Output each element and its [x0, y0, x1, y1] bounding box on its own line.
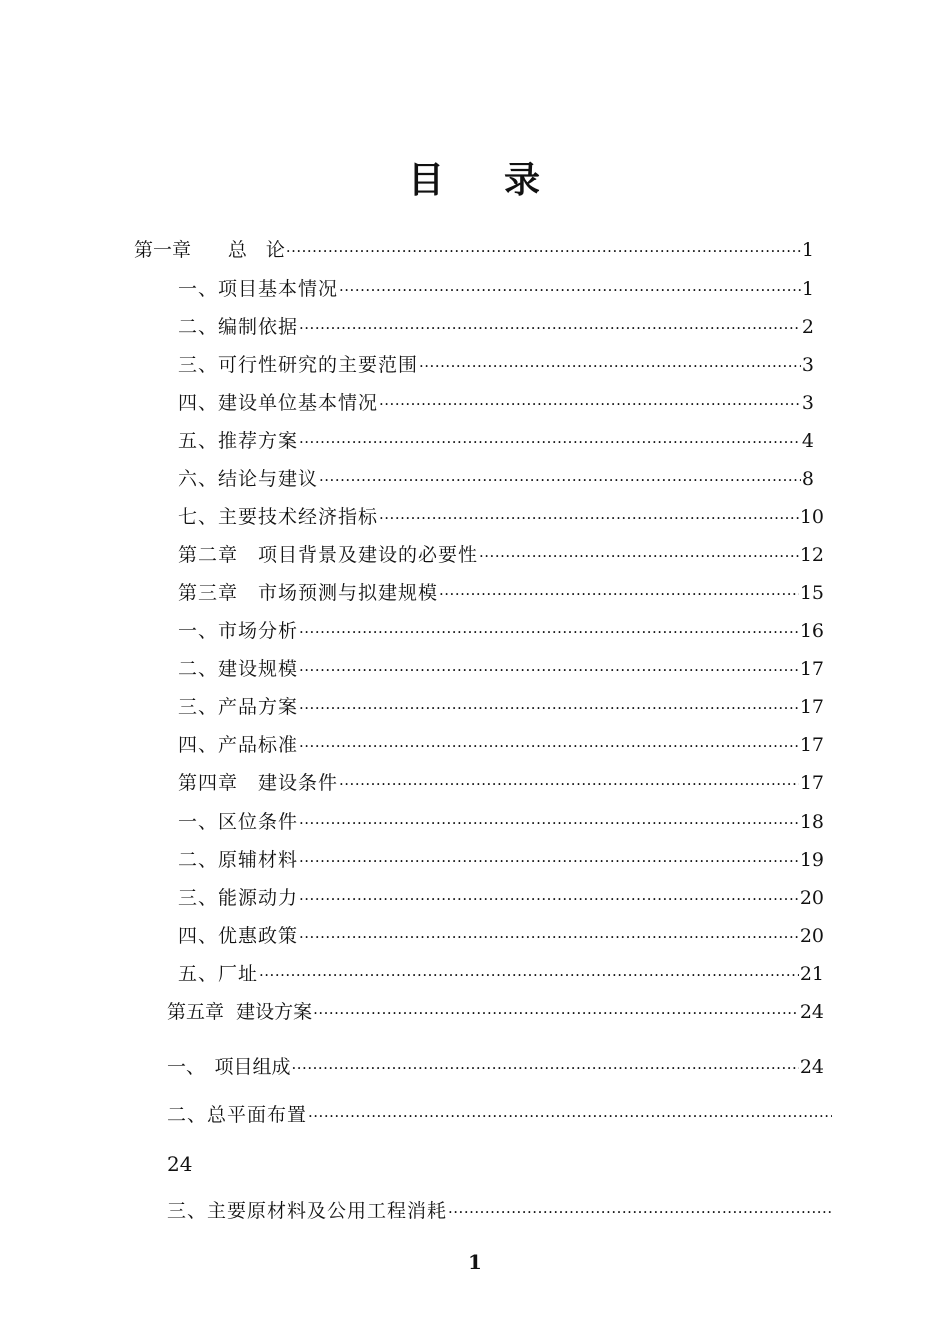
toc-entry-page: 3 [801, 354, 814, 376]
toc-entry-label: 二、原辅材料 [178, 849, 299, 871]
toc-entry-page: 21 [799, 963, 824, 985]
toc-entry-page: 24 [799, 1056, 824, 1078]
toc-entry-page: 4 [801, 430, 814, 452]
toc-entry-label: 一、区位条件 [178, 811, 299, 833]
toc-entry[interactable] [178, 465, 814, 493]
toc-leader-dots [299, 428, 801, 456]
toc-entry-label: 第一章 [134, 239, 192, 261]
toc-entry[interactable] [178, 769, 824, 797]
toc-entry-page: 10 [799, 506, 824, 528]
toc-leader-dots [299, 809, 799, 837]
toc-entry[interactable] [178, 693, 824, 721]
toc-wrapped-page-number: 24 [167, 1152, 193, 1176]
toc-entry-label: 三、主要原材料及公用工程消耗 [167, 1200, 448, 1222]
toc-entry[interactable] [167, 1053, 824, 1081]
toc-entry-page: 16 [799, 620, 824, 642]
toc-entry-page: 1 [801, 278, 814, 300]
toc-leader-dots [379, 390, 801, 418]
toc-entry[interactable] [167, 1101, 833, 1129]
toc-entry-label: 一、项目基本情况 [178, 278, 339, 300]
toc-entry-label: 第二章 项目背景及建设的必要性 [178, 544, 479, 566]
toc-leader-dots [292, 1054, 799, 1082]
toc-leader-dots [313, 999, 799, 1027]
toc-entry[interactable] [178, 541, 824, 569]
toc-entry[interactable] [178, 275, 814, 303]
toc-entry-page: 17 [799, 696, 824, 718]
toc-entry[interactable] [178, 503, 824, 531]
toc-entry-page: 2 [801, 316, 814, 338]
toc-entry[interactable] [178, 427, 814, 455]
toc-entry-label: 三、可行性研究的主要范围 [178, 354, 419, 376]
toc-leader-dots [339, 276, 801, 304]
toc-leader-dots [299, 656, 799, 684]
toc-entry-page: 15 [799, 582, 824, 604]
toc-entry-label: 四、产品标准 [178, 734, 299, 756]
toc-entry[interactable] [167, 998, 824, 1026]
toc-entry[interactable] [178, 655, 824, 683]
toc-leader-dots [319, 466, 801, 494]
toc-entry-label: 第四章 建设条件 [178, 772, 339, 794]
toc-entry-page: 3 [801, 392, 814, 414]
toc-leader-dots [286, 237, 801, 265]
toc-entry-label: 三、产品方案 [178, 696, 299, 718]
toc-entry-label: 五、推荐方案 [178, 430, 299, 452]
toc-leader-dots [299, 694, 799, 722]
toc-leader-dots [439, 580, 799, 608]
toc-entry[interactable] [178, 922, 824, 950]
toc-entry-page: 12 [799, 544, 824, 566]
toc-leader-dots [259, 961, 799, 989]
toc-leader-dots [308, 1102, 832, 1130]
toc-leader-dots [448, 1198, 832, 1226]
toc-entry-label: 三、能源动力 [178, 887, 299, 909]
toc-entry[interactable] [167, 1197, 833, 1225]
toc-title-char-2: 录 [504, 159, 543, 201]
toc-entry-page: 20 [799, 887, 824, 909]
toc-entry-label: 一、市场分析 [178, 620, 299, 642]
toc-entry-label: 二、编制依据 [178, 316, 299, 338]
toc-entry[interactable] [178, 960, 824, 988]
toc-leader-dots [479, 542, 799, 570]
toc-entry-page: 17 [799, 734, 824, 756]
toc-entry[interactable] [134, 236, 814, 264]
toc-leader-dots [299, 847, 799, 875]
toc-entry-label: 总 论 [227, 239, 285, 261]
toc-entry[interactable] [178, 884, 824, 912]
toc-entry-label: 二、总平面布置 [167, 1104, 308, 1126]
toc-entry-page: 24 [799, 1001, 824, 1023]
toc-title [0, 152, 950, 203]
toc-entry-label: 四、建设单位基本情况 [178, 392, 379, 414]
toc-entry[interactable] [178, 617, 824, 645]
toc-entry-page: 1 [801, 239, 814, 261]
toc-entry-label: 第三章 市场预测与拟建规模 [178, 582, 439, 604]
toc-entry-page: 19 [799, 849, 824, 871]
toc-entry-page: 20 [799, 925, 824, 947]
toc-entry[interactable] [178, 846, 824, 874]
toc-leader-dots [299, 732, 799, 760]
toc-entry-page: 17 [799, 772, 824, 794]
toc-entry-page: 8 [801, 468, 814, 490]
toc-leader-dots [379, 504, 799, 532]
toc-leader-dots [299, 618, 799, 646]
toc-entry[interactable] [178, 351, 814, 379]
toc-leader-dots [299, 885, 799, 913]
toc-entry[interactable] [178, 389, 814, 417]
toc-entry-label: 二、建设规模 [178, 658, 299, 680]
toc-leader-dots [339, 770, 799, 798]
toc-entry-page: 18 [799, 811, 824, 833]
toc-entry-page: 17 [799, 658, 824, 680]
toc-entry-label: 第五章 建设方案 [167, 1001, 313, 1023]
toc-entry-label: 七、主要技术经济指标 [178, 506, 379, 528]
toc-entry[interactable] [178, 313, 814, 341]
toc-leader-dots [299, 923, 799, 951]
footer-page-number: 1 [468, 1250, 482, 1274]
toc-entry-label: 六、结论与建议 [178, 468, 319, 490]
toc-entry[interactable] [178, 808, 824, 836]
toc-leader-dots [299, 314, 801, 342]
toc-leader-dots [419, 352, 801, 380]
toc-title-char-1: 目 [407, 159, 446, 201]
toc-entry[interactable] [178, 731, 824, 759]
toc-entry[interactable] [178, 579, 824, 607]
toc-entry-label: 四、优惠政策 [178, 925, 299, 947]
toc-entry-label: 一、 项目组成 [167, 1056, 291, 1078]
toc-entry-label: 五、厂址 [178, 963, 259, 985]
